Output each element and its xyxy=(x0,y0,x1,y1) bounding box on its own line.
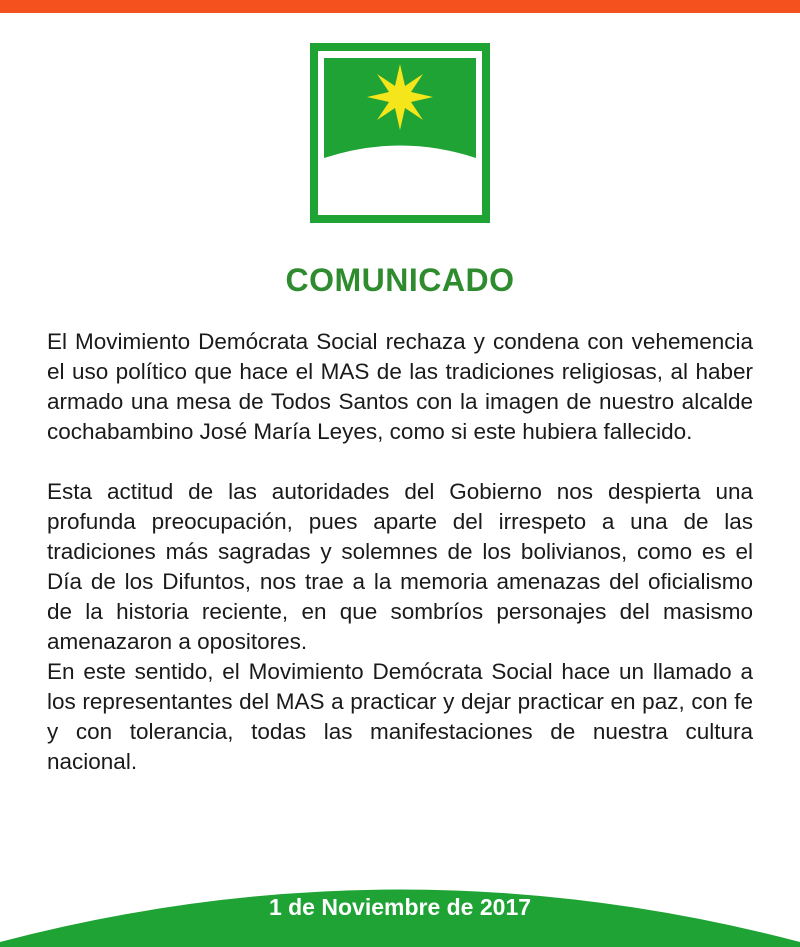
footer-date: 1 de Noviembre de 2017 xyxy=(268,894,532,920)
paragraph-3: En este sentido, el Movimiento Demócrata Social hace un llamado a los representantes del MAS a practicar y dejar practicar en paz, con fe y con tolerancia, todas las manifestaciones de nuestra cultura nacional. xyxy=(47,659,753,774)
communique-body xyxy=(47,327,753,777)
top-accent-bar xyxy=(0,0,800,13)
party-logo xyxy=(310,43,490,223)
page-title: COMUNICADO xyxy=(285,262,515,298)
footer xyxy=(0,862,800,947)
paragraph-1: El Movimiento Demócrata Social rechaza y condena con vehemencia el uso político que hace el MAS de las tradiciones religiosas, al haber armado una mesa de Todos Santos con la imagen de nuestro alcalde cochabambino José María Leyes, como si este hubiera fallecido. xyxy=(47,329,753,444)
paragraph-2: Esta actitud de las autoridades del Gobierno nos despierta una profunda preocupación, pues aparte del irrespeto a una de las tradiciones más sagradas y solemnes de los bolivianos, como es el Día de los Difuntos, nos trae a la memoria amenazas del oficialismo de la historia reciente, en que sombríos personajes del masismo amenazaron a opositores. xyxy=(47,479,753,654)
